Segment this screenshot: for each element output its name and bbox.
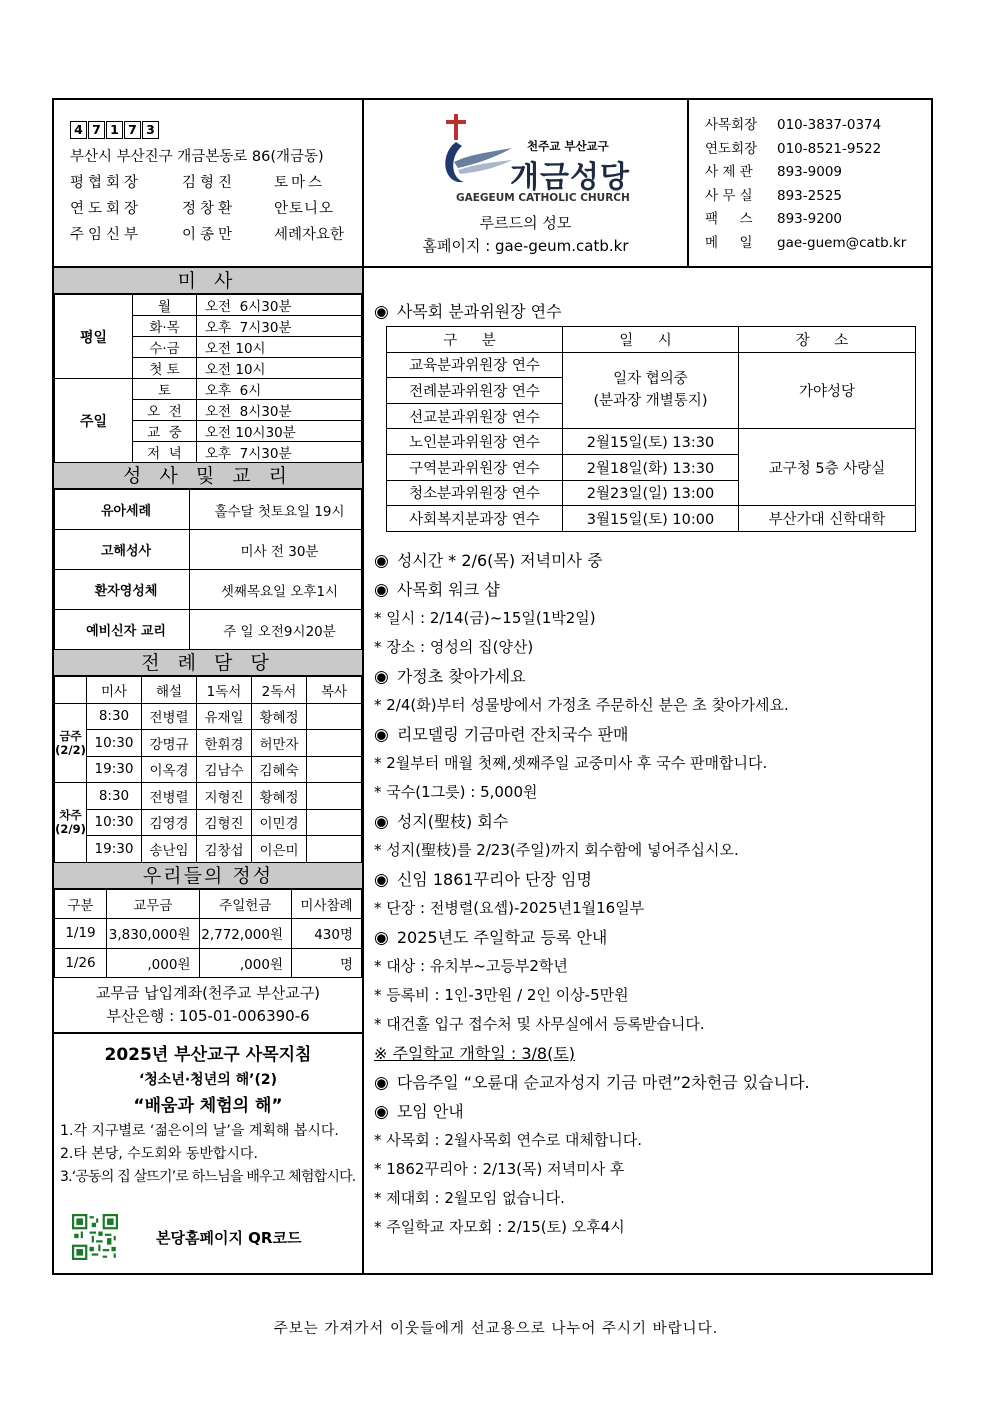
official-row <box>70 222 362 248</box>
notice-detail <box>374 1184 931 1213</box>
mass-time: 오전 10시 <box>197 358 362 379</box>
table-cell: 전병렬 <box>142 703 197 730</box>
table-row <box>55 570 362 610</box>
contact-label: 팩 스 <box>705 211 753 228</box>
notice-detail <box>374 1155 931 1184</box>
sacraments-table <box>54 489 362 650</box>
table-header-row <box>387 327 916 353</box>
table-cell: 교육분과위원장 연수 <box>387 352 563 378</box>
table-row <box>387 429 916 455</box>
bullet-icon: ◉ <box>374 927 389 948</box>
table-cell: 김영경 <box>142 809 197 836</box>
bullet-icon: ◉ <box>374 724 389 745</box>
table-cell: ,000원 <box>107 948 200 978</box>
notices-column <box>366 268 931 1273</box>
sacrament-name: 유아세례 <box>55 490 190 530</box>
table-row <box>55 756 362 783</box>
official-baptism: 토마스 <box>274 175 326 191</box>
mass-day: 교 중 <box>133 421 197 442</box>
liturgy-table <box>54 676 362 863</box>
table-cell <box>307 730 362 757</box>
liturgy-section-title: 전 례 담 당 <box>54 650 362 676</box>
table-cell: 10:30 <box>87 809 142 836</box>
table-cell: 부산가대 신학대학 <box>739 506 916 532</box>
pastoral-title: 2025년 부산교구 사목지침 <box>104 1045 312 1065</box>
notice-heading <box>374 865 931 894</box>
table-cell: 김형진 <box>197 809 252 836</box>
mass-time: 오전 6시30분 <box>197 295 362 316</box>
pastoral-motto: “배움과 체험의 해” <box>133 1096 283 1116</box>
zip-digit: 1 <box>106 121 123 139</box>
notice-text: ※ 주일학교 개학일 : 3/8(토) <box>374 1043 576 1063</box>
contact-label: 사 무 실 <box>705 187 753 204</box>
sacrament-name: 환자영성체 <box>55 570 190 610</box>
notice-text: * 제대회 : 2월모임 없습니다. <box>374 1188 565 1207</box>
contact-row <box>705 114 931 138</box>
bullet-icon: ◉ <box>374 811 389 832</box>
table-cell: 구역분과위원장 연수 <box>387 454 563 480</box>
column-header: 일 시 <box>563 327 739 353</box>
table-row <box>55 530 362 570</box>
pastoral-items <box>54 1120 362 1189</box>
contact-label: 메 일 <box>705 234 753 251</box>
contact-row <box>705 185 931 209</box>
table-cell: 김창섭 <box>197 836 252 863</box>
table-row <box>55 703 362 730</box>
notice-text: * 사목회 : 2월사목회 연수로 대체합니다. <box>374 1130 643 1149</box>
sacrament-time: 미사 전 30분 <box>190 530 362 570</box>
table-cell: 선교분과위원장 연수 <box>387 403 563 429</box>
notice-detail <box>374 981 931 1010</box>
contact-value: 010-8521-9522 <box>777 140 882 157</box>
table-cell: 이옥경 <box>142 756 197 783</box>
table-row <box>55 948 362 978</box>
weekday-label: 평일 <box>55 295 133 379</box>
table-cell: 이민경 <box>252 809 307 836</box>
official-baptism: 세례자요한 <box>274 227 345 243</box>
bullet-icon: ◉ <box>374 666 389 687</box>
notice-detail <box>374 604 931 633</box>
notice-text: * 일시 : 2/14(금)~15일(1박2일) <box>374 608 596 627</box>
account-info <box>54 978 362 1034</box>
table-cell: 김남수 <box>197 756 252 783</box>
mass-day: 수·금 <box>133 337 197 358</box>
column-header: 해설 <box>142 677 197 704</box>
notice-text: * 1862꾸리아 : 2/13(목) 저녁미사 후 <box>374 1159 625 1178</box>
bullet-icon: ◉ <box>374 1072 389 1093</box>
official-baptism: 안토니오 <box>274 201 335 217</box>
date-note: (분과장 개별통지) <box>593 393 708 410</box>
notice-text: * 대건홀 입구 접수처 및 사무실에서 등록받습니다. <box>374 1014 705 1033</box>
table-cell <box>307 809 362 836</box>
offerings-section-title: 우리들의 정성 <box>54 863 362 889</box>
column-header: 미사 <box>87 677 142 704</box>
contact-row <box>705 138 931 162</box>
mass-day: 오 전 <box>133 400 197 421</box>
table-cell: 유재일 <box>197 703 252 730</box>
table-cell: 전병렬 <box>142 783 197 810</box>
official-row <box>70 170 362 196</box>
sacraments-section-title: 성 사 및 교 리 <box>54 463 362 489</box>
table-cell: 강명규 <box>142 730 197 757</box>
table-cell: 1/26 <box>55 948 107 978</box>
church-name: 개금성당 <box>510 160 630 195</box>
table-cell: 3월15일(토) 10:00 <box>563 506 739 532</box>
table-cell: 430명 <box>292 919 362 949</box>
table-cell: 전례분과위원장 연수 <box>387 378 563 404</box>
table-row <box>55 379 362 400</box>
notice-heading <box>374 1097 931 1126</box>
table-cell: 2월23일(일) 13:00 <box>563 480 739 506</box>
contact-label: 사 제 관 <box>705 164 753 181</box>
notice-title: 2025년도 주일학교 등록 안내 <box>396 927 608 947</box>
table-row <box>387 352 916 378</box>
sacrament-time: 주 일 오전9시20분 <box>190 610 362 650</box>
mass-schedule-table <box>54 294 362 463</box>
notice-heading <box>374 1068 931 1097</box>
bullet-icon: ◉ <box>374 550 389 571</box>
church-logo-block <box>364 100 689 266</box>
contact-row <box>705 232 931 256</box>
notice-text: * 2/4(화)부터 성물방에서 가정초 주문하신 분은 초 찾아가세요. <box>374 695 789 714</box>
table-cell: 김혜숙 <box>252 756 307 783</box>
notice-detail <box>374 1010 931 1039</box>
date-note: 일자 협의중 <box>613 371 688 388</box>
qr-code-icon[interactable] <box>72 1214 118 1260</box>
table-cell: 2월18일(화) 13:30 <box>563 454 739 480</box>
zip-digit: 7 <box>88 121 105 139</box>
table-cell: 송난임 <box>142 836 197 863</box>
table-cell: 1/19 <box>55 919 107 949</box>
qr-label: 본당홈페이지 QR코드 <box>156 1229 302 1247</box>
table-row <box>55 809 362 836</box>
footer-message: 주보는 가져가서 이웃들에게 선교용으로 나누어 주시기 바랍니다. <box>273 1321 719 1337</box>
merged-place-cell: 교구청 5층 사랑실 <box>739 429 916 506</box>
notice-list <box>374 546 931 1242</box>
official-role: 주임신부 <box>70 227 143 243</box>
mass-time: 오후 7시30분 <box>197 316 362 337</box>
table-row <box>55 490 362 530</box>
sunday-label: 주일 <box>55 379 133 463</box>
notice-detail <box>374 1126 931 1155</box>
council-training-table <box>386 326 916 532</box>
qr-section <box>72 1214 352 1260</box>
notice-title: 사목회 분과위원장 연수 <box>396 302 562 321</box>
column-header: 장 소 <box>739 327 916 353</box>
column-header: 구분 <box>55 889 107 919</box>
mass-time: 오전 10시30분 <box>197 421 362 442</box>
notice-title: 성지(聖枝) 회수 <box>396 811 509 831</box>
mass-time: 오전 10시 <box>197 337 362 358</box>
left-column <box>54 268 364 1273</box>
notice-heading <box>374 297 931 326</box>
notice-title: 모임 안내 <box>396 1101 464 1121</box>
official-name: 정창환 <box>182 201 237 217</box>
pastoral-subtitle: ‘청소년·청년의 해’(2) <box>138 1072 278 1088</box>
address: 부산시 부산진구 개금본동로 86(개금동) <box>70 149 324 165</box>
official-name: 이종만 <box>182 227 237 243</box>
table-cell: 노인분과위원장 연수 <box>387 429 563 455</box>
offerings-table <box>54 889 362 979</box>
table-cell: 한휘경 <box>197 730 252 757</box>
mass-day: 저 녁 <box>133 442 197 463</box>
mass-day: 토 <box>133 379 197 400</box>
mass-day: 첫 토 <box>133 358 197 379</box>
notice-detail <box>374 691 931 720</box>
table-cell: 10:30 <box>87 730 142 757</box>
notice-detail <box>374 749 931 778</box>
table-cell: 지형진 <box>197 783 252 810</box>
table-cell: 3,830,000원 <box>107 919 200 949</box>
column-header: 1독서 <box>197 677 252 704</box>
table-row <box>55 836 362 863</box>
account-line: 교무금 납입계좌(천주교 부산교구) <box>95 984 321 1002</box>
column-header: 구 분 <box>387 327 563 353</box>
bulletin-frame <box>52 98 933 1275</box>
mass-day: 월 <box>133 295 197 316</box>
contact-value: 893-9200 <box>777 211 842 228</box>
notice-title: 사목회 워크 샵 <box>396 579 500 599</box>
mass-time: 오전 8시30분 <box>197 400 362 421</box>
notice-text: * 장소 : 영성의 집(양산) <box>374 637 534 656</box>
bullet-icon: ◉ <box>374 579 389 600</box>
table-cell <box>307 783 362 810</box>
mass-day: 화·목 <box>133 316 197 337</box>
table-cell <box>307 836 362 863</box>
contact-label: 사목회장 <box>705 117 758 133</box>
notice-text: * 성지(聖枝)를 2/23(주일)까지 회수함에 넣어주십시오. <box>374 840 739 859</box>
list-item: 3.‘공동의 집 살뜨기’로 하느님을 배우고 체험합시다. <box>60 1169 356 1185</box>
table-cell: 이은미 <box>252 836 307 863</box>
notice-heading <box>374 546 931 575</box>
official-name: 김형진 <box>182 175 237 191</box>
header <box>54 100 931 268</box>
address-block <box>54 100 364 266</box>
corner-cell <box>55 677 87 704</box>
contact-row <box>705 208 931 232</box>
notice-title: 성시간 * 2/6(목) 저녁미사 중 <box>396 550 603 570</box>
table-header-row <box>55 889 362 919</box>
bullet-icon: ◉ <box>374 869 389 890</box>
notice-detail <box>374 1213 931 1242</box>
pastoral-guideline <box>54 1034 362 1189</box>
table-cell <box>307 703 362 730</box>
bullet-icon: ◉ <box>374 302 389 322</box>
account-number: 부산은행 : 105-01-006390-6 <box>106 1007 310 1025</box>
table-cell: 19:30 <box>87 836 142 863</box>
list-item: 1.각 지구별로 ‘젊은이의 날’을 계획해 봅시다. <box>60 1123 339 1139</box>
table-cell: 허만자 <box>252 730 307 757</box>
mass-section-title: 미 사 <box>54 268 362 294</box>
notice-detail <box>374 894 931 923</box>
table-cell: 8:30 <box>87 703 142 730</box>
sacrament-name: 고해성사 <box>55 530 190 570</box>
notice-text: * 국수(1그릇) : 5,000원 <box>374 782 538 801</box>
notice-heading <box>374 720 931 749</box>
notice-text: * 2월부터 매월 첫째,셋째주일 교중미사 후 국수 판매합니다. <box>374 753 768 772</box>
notice-text: * 등록비 : 1인-3만원 / 2인 이상-5만원 <box>374 985 629 1004</box>
contact-row <box>705 161 931 185</box>
notice-heading <box>374 923 931 952</box>
merged-place-cell: 가야성당 <box>739 352 916 429</box>
contact-email[interactable]: gae-guem@catb.kr <box>777 234 907 251</box>
table-cell: 사회복지분과장 연수 <box>387 506 563 532</box>
sacrament-time: 홀수달 첫토요일 19시 <box>190 490 362 530</box>
contact-value: 010-3837-0374 <box>777 117 882 133</box>
table-row <box>387 506 916 532</box>
official-role: 평협회장 <box>70 175 143 191</box>
mass-time: 오후 7시30분 <box>197 442 362 463</box>
merged-date-cell <box>563 352 739 429</box>
diocese-name: 천주교 부산교구 <box>527 139 609 153</box>
notice-heading <box>374 662 931 691</box>
zip-digit: 7 <box>124 121 141 139</box>
notice-detail <box>374 778 931 807</box>
contact-list <box>689 100 931 266</box>
zip-digit: 3 <box>142 121 159 139</box>
table-cell: 8:30 <box>87 783 142 810</box>
sacrament-name: 예비신자 교리 <box>55 610 190 650</box>
notice-text: * 단장 : 전병렬(요셉)-2025년1월16일부 <box>374 898 645 917</box>
week-label: 금주(2/2) <box>55 703 87 783</box>
table-row <box>55 295 362 316</box>
table-cell: ,000원 <box>199 948 292 978</box>
table-cell <box>307 756 362 783</box>
notice-title: 가정초 찾아가세요 <box>396 666 526 686</box>
notice-heading <box>374 575 931 604</box>
table-row <box>55 783 362 810</box>
contact-label: 연도회장 <box>705 140 758 157</box>
table-cell: 명 <box>292 948 362 978</box>
official-row <box>70 196 362 222</box>
sacrament-time: 셋째목요일 오후1시 <box>190 570 362 610</box>
table-cell: 황혜정 <box>252 703 307 730</box>
homepage-url[interactable]: 홈페이지 : gae-geum.catb.kr <box>422 237 629 255</box>
notice-detail <box>374 952 931 981</box>
table-cell: 2,772,000원 <box>199 919 292 949</box>
church-logo-icon <box>436 108 516 198</box>
notice-title: 다음주일 “오륜대 순교자성지 기금 마련”2차헌금 있습니다. <box>396 1072 810 1092</box>
table-row <box>55 919 362 949</box>
table-cell: 황혜정 <box>252 783 307 810</box>
bullet-icon: ◉ <box>374 1101 389 1122</box>
notice-title: 리모델링 기금마련 잔치국수 판매 <box>396 724 629 744</box>
notice-heading <box>374 807 931 836</box>
column-header: 주일헌금 <box>199 889 292 919</box>
notice-detail <box>374 836 931 865</box>
church-english-name: GAEGEUM CATHOLIC CHURCH <box>456 192 630 204</box>
official-role: 연도회장 <box>70 201 143 217</box>
column-header: 2독서 <box>252 677 307 704</box>
list-item: 2.타 본당, 수도회와 동반합시다. <box>60 1146 258 1162</box>
contact-value: 893-2525 <box>777 187 842 204</box>
column-header: 교무금 <box>107 889 200 919</box>
notice-text: * 주일학교 자모회 : 2/15(토) 오후4시 <box>374 1217 625 1236</box>
table-cell: 청소분과위원장 연수 <box>387 480 563 506</box>
notice-detail <box>374 633 931 662</box>
column-header: 미사참례 <box>292 889 362 919</box>
patron-saint: 루르드의 성모 <box>479 214 572 232</box>
table-cell: 2월15일(토) 13:30 <box>563 429 739 455</box>
week-label: 차주(2/9) <box>55 783 87 863</box>
notice-highlight <box>374 1039 931 1068</box>
mass-time: 오후 6시 <box>197 379 362 400</box>
table-cell: 19:30 <box>87 756 142 783</box>
contact-value: 893-9009 <box>777 164 842 181</box>
table-row <box>55 730 362 757</box>
notice-title: 신임 1861꾸리아 단장 임명 <box>396 869 592 889</box>
zip-code <box>70 120 362 144</box>
table-row <box>55 610 362 650</box>
zip-digit: 4 <box>70 121 87 139</box>
column-header: 복사 <box>307 677 362 704</box>
notice-text: * 대상 : 유치부~고등부2학년 <box>374 956 568 975</box>
table-header-row <box>55 677 362 704</box>
